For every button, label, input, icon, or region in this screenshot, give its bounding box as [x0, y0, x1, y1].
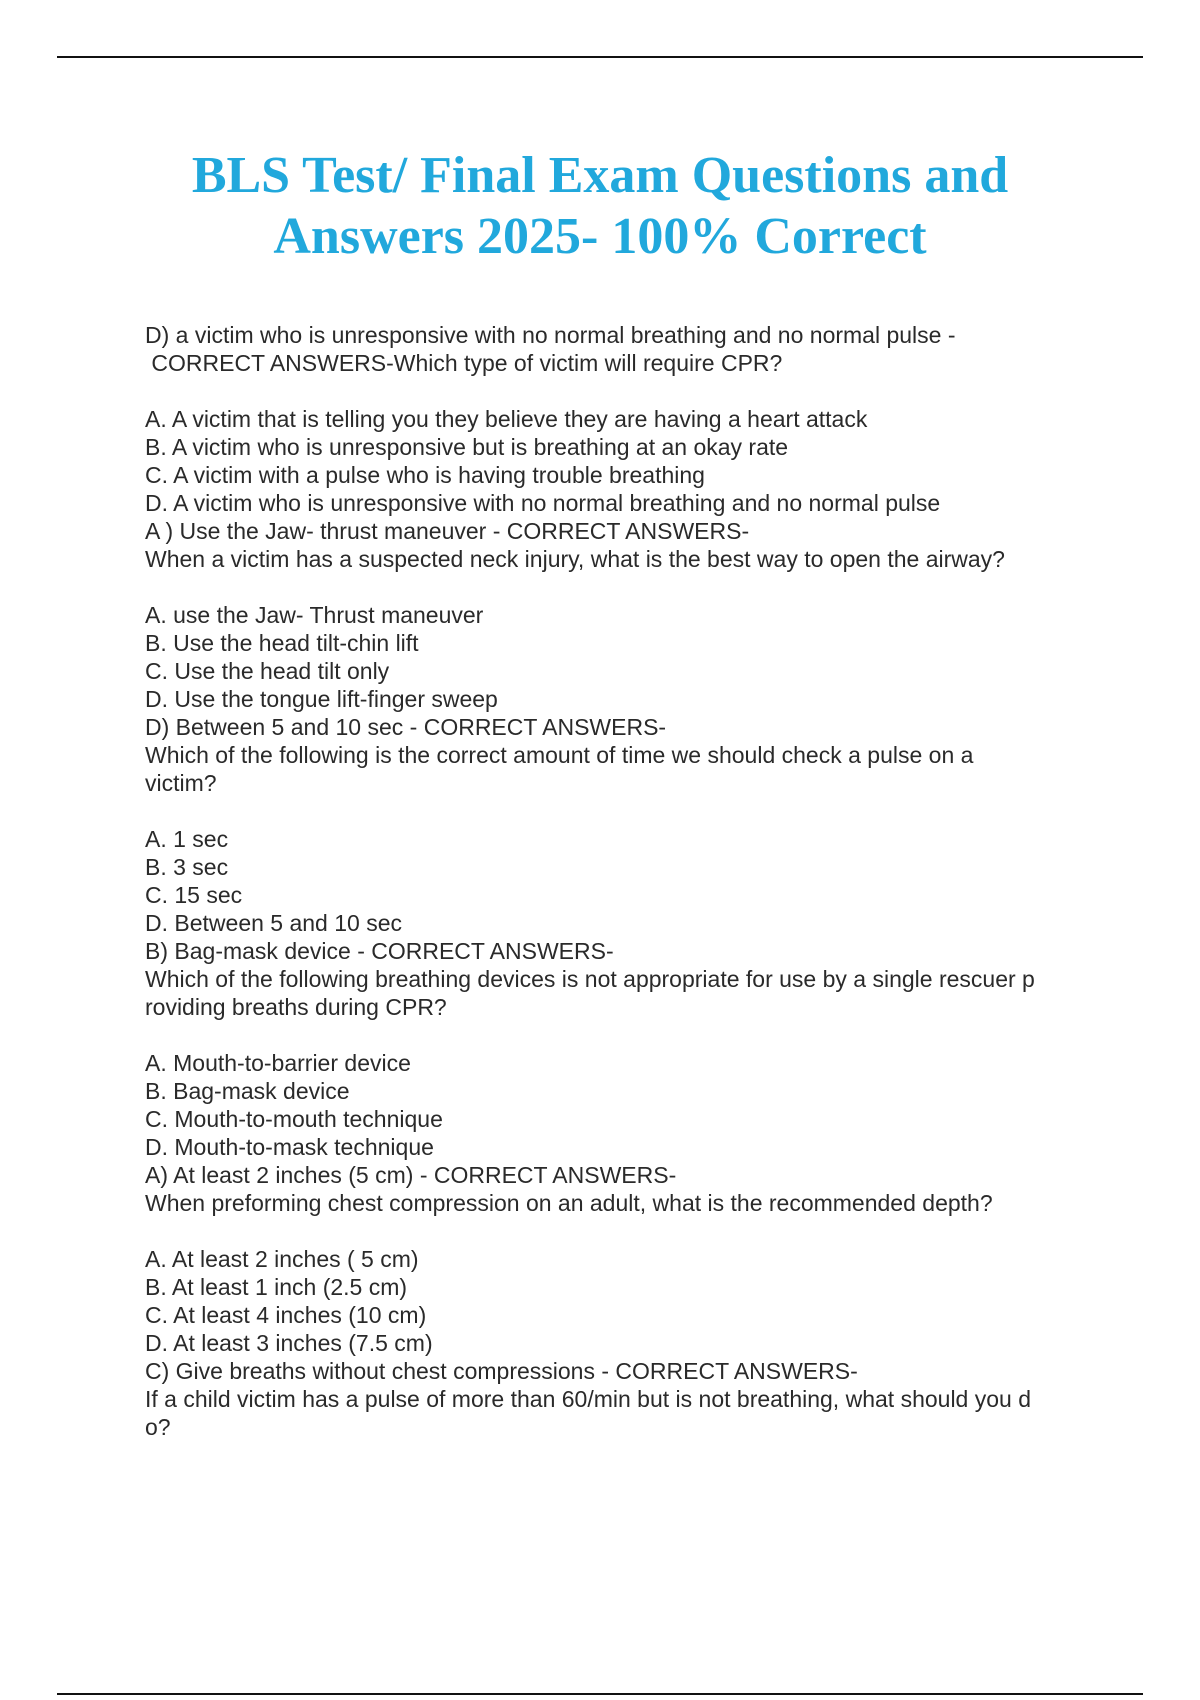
option-item: A. Mouth-to-barrier device	[145, 1050, 411, 1076]
spacer	[145, 797, 1090, 825]
options-list	[145, 825, 1090, 937]
options-list	[145, 601, 1090, 713]
answer-question-line: o?	[145, 1414, 171, 1440]
spacer	[145, 573, 1090, 601]
answer-question-line: When preforming chest compression on an adult, what is the recommended depth?	[145, 1190, 993, 1216]
option-item: B. Use the head tilt-chin lift	[145, 630, 419, 656]
answer-question-line: C) Give breaths without chest compressions - CORRECT ANSWERS-	[145, 1358, 858, 1384]
option-item: B. Bag-mask device	[145, 1078, 350, 1104]
answer-question	[145, 713, 1090, 797]
answer-question-line: If a child victim has a pulse of more than 60/min but is not breathing, what should you d	[145, 1386, 1031, 1412]
bottom-rule	[57, 1693, 1143, 1695]
option-item: C. A victim with a pulse who is having trouble breathing	[145, 462, 705, 488]
answer-question-line: victim?	[145, 770, 217, 796]
answer-question	[145, 321, 1090, 377]
answer-question-line: B) Bag-mask device - CORRECT ANSWERS-	[145, 938, 614, 964]
option-item: C. Mouth-to-mouth technique	[145, 1106, 443, 1132]
answer-question-line: Which of the following breathing devices is not appropriate for use by a single rescuer p	[145, 966, 1035, 992]
option-item: C. At least 4 inches (10 cm)	[145, 1302, 427, 1328]
option-item: D. Use the tongue lift-finger sweep	[145, 686, 498, 712]
answer-question-line: D) Between 5 and 10 sec - CORRECT ANSWERS-	[145, 714, 667, 740]
qa-block	[145, 713, 1090, 937]
answer-question	[145, 1357, 1090, 1441]
option-item: D. A victim who is unresponsive with no normal breathing and no normal pulse	[145, 490, 941, 516]
option-item: C. Use the head tilt only	[145, 658, 390, 684]
option-item: D. Between 5 and 10 sec	[145, 910, 402, 936]
options-list	[145, 1245, 1090, 1357]
option-item: B. At least 1 inch (2.5 cm)	[145, 1274, 408, 1300]
title-line-1: BLS Test/ Final Exam Questions and	[191, 147, 1009, 204]
options-list	[145, 405, 1090, 517]
spacer	[145, 1021, 1090, 1049]
answer-question-line: When a victim has a suspected neck injury, what is the best way to open the airway?	[145, 546, 1005, 572]
option-item: D. Mouth-to-mask technique	[145, 1134, 434, 1160]
option-item: A. A victim that is telling you they believe they are having a heart attack	[145, 406, 868, 432]
options-list	[145, 1049, 1090, 1161]
option-item: D. At least 3 inches (7.5 cm)	[145, 1330, 433, 1356]
answer-question-line: CORRECT ANSWERS-Which type of victim will require CPR?	[145, 350, 783, 376]
qa-block	[145, 321, 1090, 517]
spacer	[145, 1217, 1090, 1245]
title-line-2: Answers 2025- 100% Correct	[273, 208, 927, 265]
option-item: B. 3 sec	[145, 854, 229, 880]
answer-question-line: A) At least 2 inches (5 cm) - CORRECT ANSWERS-	[145, 1162, 677, 1188]
answer-question	[145, 517, 1090, 573]
option-item: A. use the Jaw- Thrust maneuver	[145, 602, 484, 628]
top-rule	[57, 56, 1143, 58]
answer-question-line: A ) Use the Jaw- thrust maneuver - CORRECT ANSWERS-	[145, 518, 750, 544]
answer-question-line: Which of the following is the correct amount of time we should check a pulse on a	[145, 742, 974, 768]
option-item: A. At least 2 inches ( 5 cm)	[145, 1246, 419, 1272]
qa-content	[145, 321, 1090, 1441]
spacer	[145, 377, 1090, 405]
answer-question-line: roviding breaths during CPR?	[145, 994, 447, 1020]
answer-question-line: D) a victim who is unresponsive with no normal breathing and no normal pulse -	[145, 322, 956, 348]
answer-question	[145, 937, 1090, 1021]
qa-block	[145, 937, 1090, 1161]
option-item: C. 15 sec	[145, 882, 243, 908]
document-title	[100, 145, 1100, 267]
option-item: B. A victim who is unresponsive but is breathing at an okay rate	[145, 434, 789, 460]
qa-block	[145, 517, 1090, 713]
qa-block	[145, 1161, 1090, 1357]
qa-block	[145, 1357, 1090, 1441]
option-item: A. 1 sec	[145, 826, 229, 852]
answer-question	[145, 1161, 1090, 1217]
